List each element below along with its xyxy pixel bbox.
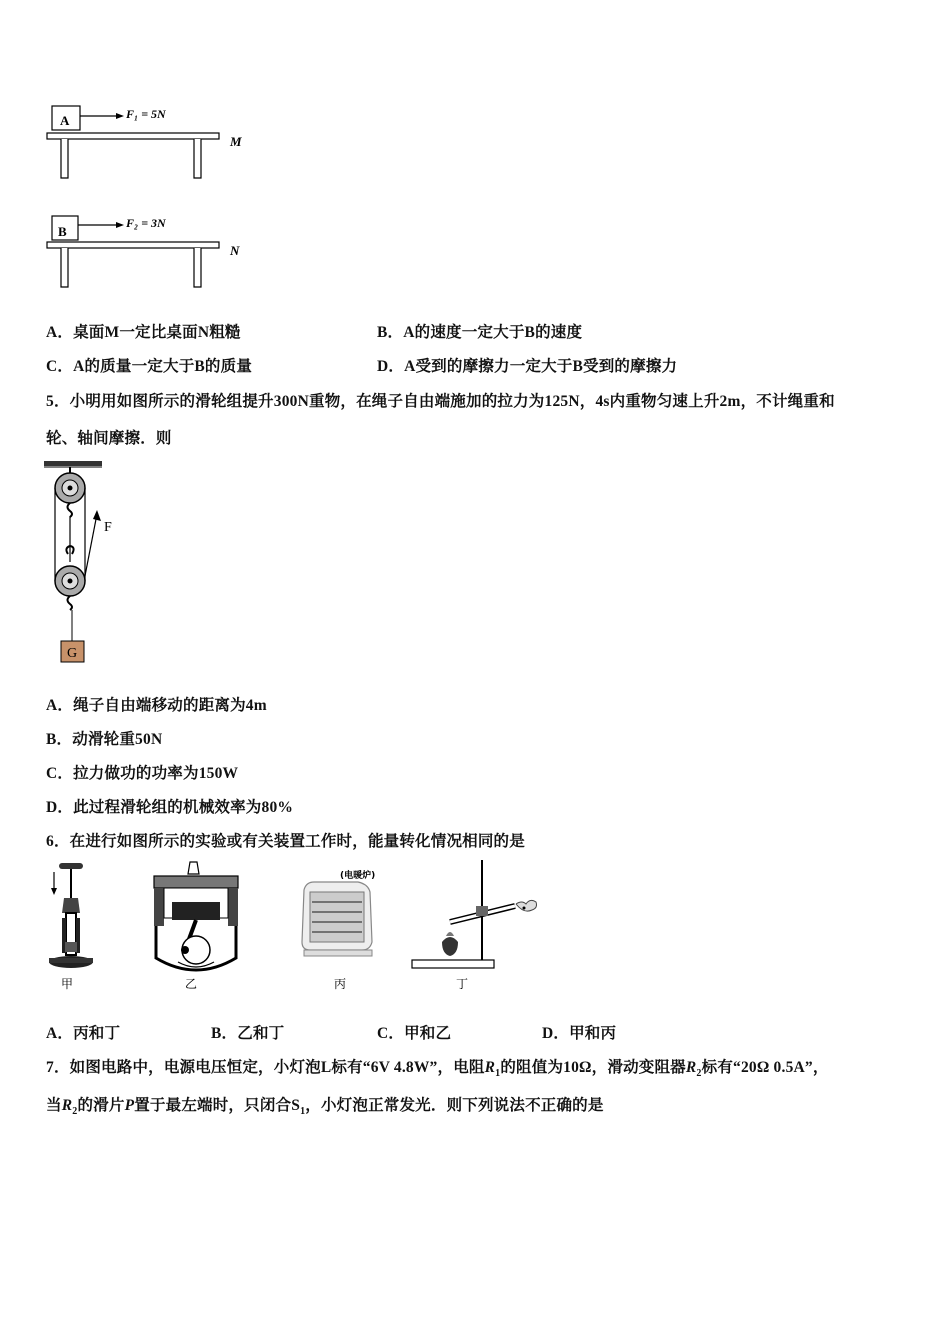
- q6-option-b[interactable]: B．乙和丁: [211, 1025, 285, 1042]
- figure-caption-bing: 丙: [334, 977, 347, 991]
- figure-caption-jia: 甲: [61, 977, 74, 991]
- q7-stem-line2: [46, 1093, 604, 1117]
- engine-figure: [154, 862, 238, 991]
- force-f1-label: F₁ = 5N: [126, 107, 166, 121]
- r1-subscript: 1: [495, 1068, 501, 1080]
- q5-stem-line1: 5．小明用如图所示的滑轮组提升300N重物，在绳子自由端施加的拉力为125N，4s内重物匀速上升2m，不计绳重和: [46, 393, 835, 410]
- q4-option-a[interactable]: A．桌面M一定比桌面N粗糙: [46, 324, 241, 341]
- q5-stem-line2: 轮、轴间摩擦．则: [46, 430, 172, 447]
- slider-p-symbol: P: [124, 1097, 135, 1114]
- q5-option-a[interactable]: A．绳子自由端移动的距离为4m: [46, 697, 267, 714]
- weight-g-label: G: [67, 646, 78, 661]
- q6-stem: 6．在进行如图所示的实验或有关装置工作时，能量转化情况相同的是: [46, 833, 525, 850]
- q7-line1-part-a: 7．如图电路中，电源电压恒定，小灯泡L标有“6V 4.8W”，电阻: [46, 1059, 485, 1076]
- surface-n-label: N: [230, 243, 240, 258]
- line2-r2-symbol: R: [61, 1097, 73, 1114]
- r1-symbol: R: [484, 1059, 496, 1076]
- q4-table-figure: [40, 100, 260, 300]
- q5-option-d[interactable]: D．此过程滑轮组的机械效率为80%: [46, 799, 294, 816]
- electric-heater-figure: [302, 869, 375, 991]
- force-f-label: F: [104, 520, 112, 535]
- q4-option-b[interactable]: B．A的速度一定大于B的速度: [377, 324, 583, 341]
- r2-symbol: R: [685, 1059, 697, 1076]
- q7-line2-part-d: ，小灯泡正常发光．则下列说法不正确的是: [305, 1097, 604, 1114]
- q7-stem-line1: [46, 1055, 829, 1079]
- q4-option-c[interactable]: C．A的质量一定大于B的质量: [46, 358, 253, 375]
- test-tube-figure: [412, 860, 537, 991]
- block-b-label: B: [58, 224, 67, 239]
- heater-label: (电暖炉): [340, 871, 376, 881]
- figure-caption-yi: 乙: [185, 977, 198, 991]
- figure-caption-ding: 丁: [456, 977, 469, 991]
- q7-line1-part-c: 标有“20Ω 0.5A”，: [701, 1059, 829, 1076]
- r2-subscript: 2: [696, 1068, 702, 1080]
- line2-r2-subscript: 2: [72, 1106, 78, 1118]
- fire-piston-figure: [49, 863, 93, 991]
- q7-line2-part-b: 的滑片: [77, 1097, 125, 1114]
- surface-m-label: M: [230, 134, 242, 149]
- q6-option-a[interactable]: A．丙和丁: [46, 1025, 121, 1042]
- q6-option-c[interactable]: C．甲和乙: [377, 1025, 452, 1042]
- q7-line1-part-b: 的阻值为10Ω，滑动变阻器: [500, 1059, 686, 1076]
- q5-option-b[interactable]: B．动滑轮重50N: [46, 731, 163, 748]
- q6-option-d[interactable]: D．甲和丙: [542, 1025, 617, 1042]
- block-a-label: A: [60, 113, 70, 128]
- force-f2-label: F₂ = 3N: [126, 216, 166, 230]
- q7-line2-part-c: 置于最左端时，只闭合S: [134, 1097, 301, 1114]
- q4-option-d[interactable]: D．A受到的摩擦力一定大于B受到的摩擦力: [377, 358, 678, 375]
- q7-line2-part-a: 当: [46, 1097, 62, 1114]
- s1-subscript: 1: [300, 1106, 306, 1118]
- q5-pulley-figure: [40, 458, 140, 668]
- q6-figures: [40, 858, 540, 998]
- q5-option-c[interactable]: C．拉力做功的功率为150W: [46, 765, 239, 782]
